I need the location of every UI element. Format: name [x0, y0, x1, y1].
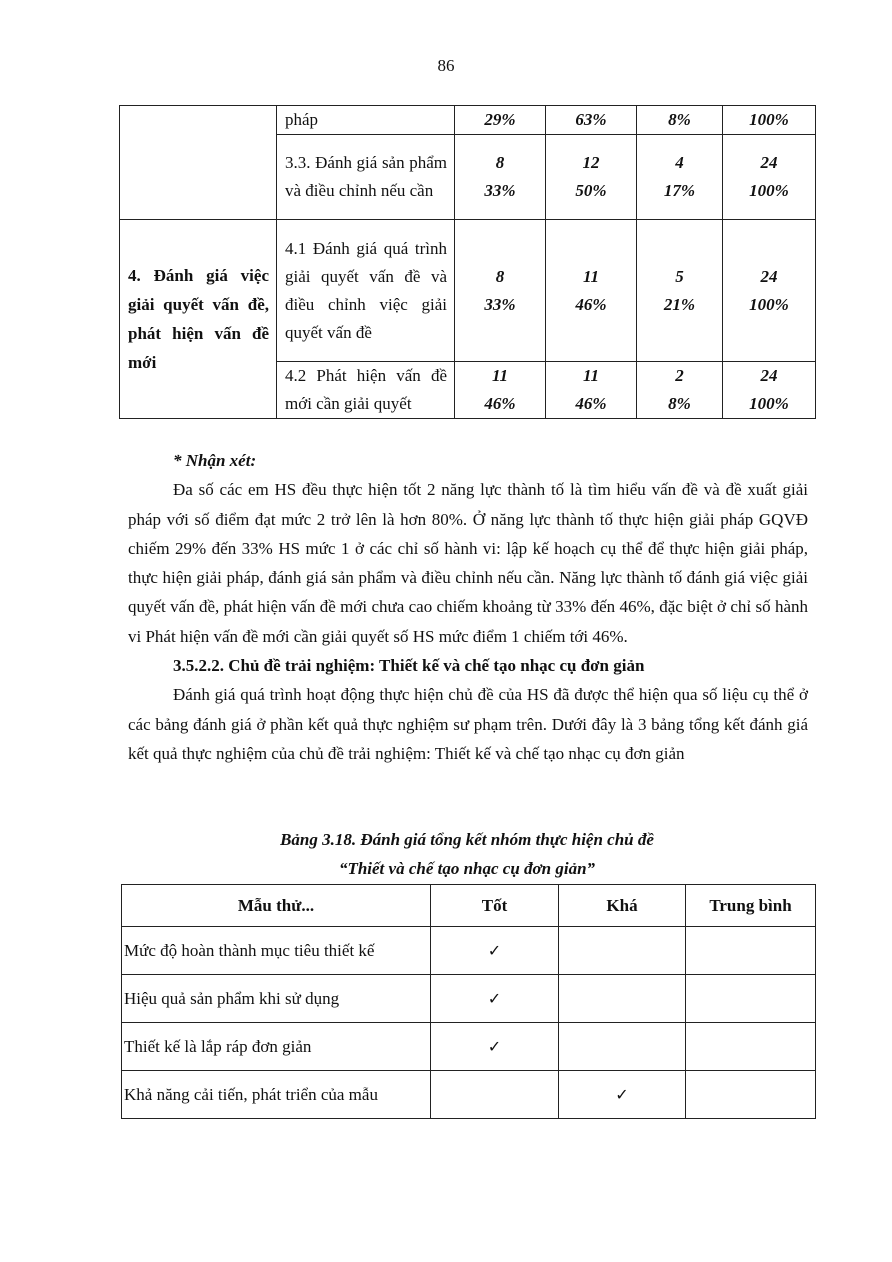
table-caption-line2: “Thiết và chế tạo nhạc cụ đơn giản”	[338, 859, 596, 878]
value-cell: 8%	[637, 106, 723, 135]
row-label: Hiệu quả sản phẩm khi sử dụng	[122, 975, 431, 1023]
comment-paragraph: Đa số các em HS đều thực hiện tốt 2 năng lực thành tố là tìm hiểu vấn đề và đề xuất giải pháp với số điểm đạt mức 2 trở lên là hơn 80%. Ở năng lực thành tố thực hiện giải pháp GQVĐ chiếm 29% đến 33% HS mức 1 ở các chỉ số hành vi: lập kế hoạch cụ thể để thực hiện giải pháp, thực hiện giải pháp, đánh giá sản phẩm và điều chỉnh nếu cần. Năng lực thành tố đánh giá việc giải quyết vấn đề, phát hiện vấn đề mới chưa cao chiếm khoảng từ 33% đến 46%, đặc biệt ở chỉ số hành vi Phát hiện vấn đề mới cần giải quyết số HS mức điểm 1 chiếm tới 46%.	[128, 480, 808, 646]
check-icon: ✓	[431, 975, 559, 1023]
criterion-cell-empty	[120, 106, 277, 220]
indicator-cell: 3.3. Đánh giá sản phẩm và điều chỉnh nếu cần	[277, 135, 455, 220]
value-cell: 8 33%	[455, 135, 546, 220]
competency-results-table	[119, 105, 816, 419]
column-header: Trung bình	[686, 885, 816, 927]
value-cell: 2 8%	[637, 362, 723, 419]
table-row	[122, 927, 816, 975]
value-cell: 100%	[723, 106, 816, 135]
table-row	[122, 1071, 816, 1119]
value-cell: 12 50%	[546, 135, 637, 220]
column-header: Mẫu thử...	[122, 885, 431, 927]
table-row	[120, 106, 816, 135]
table-header-row	[122, 885, 816, 927]
value-cell: 24 100%	[723, 135, 816, 220]
comment-heading: * Nhận xét:	[173, 451, 257, 470]
table-row	[120, 220, 816, 362]
value-cell: 24 100%	[723, 220, 816, 362]
value-cell: 8 33%	[455, 220, 546, 362]
value-cell: 11 46%	[455, 362, 546, 419]
value-cell: 11 46%	[546, 362, 637, 419]
table-caption-line1: Bảng 3.18. Đánh giá tổng kết nhóm thực hiện chủ đề	[280, 830, 654, 849]
empty-cell	[431, 1071, 559, 1119]
indicator-cell: pháp	[277, 106, 455, 135]
column-header: Khá	[559, 885, 686, 927]
page-number: 86	[437, 56, 455, 75]
empty-cell	[559, 975, 686, 1023]
empty-cell	[559, 927, 686, 975]
column-header: Tốt	[431, 885, 559, 927]
check-icon: ✓	[431, 927, 559, 975]
row-label: Khả năng cải tiến, phát triển của mẫu	[122, 1071, 431, 1119]
value-cell: 63%	[546, 106, 637, 135]
table-caption	[119, 825, 815, 883]
empty-cell	[686, 1023, 816, 1071]
empty-cell	[686, 927, 816, 975]
row-label: Mức độ hoàn thành mục tiêu thiết kế	[122, 927, 431, 975]
row-label: Thiết kế là lắp ráp đơn giản	[122, 1023, 431, 1071]
value-cell: 24 100%	[723, 362, 816, 419]
indicator-cell: 4.1 Đánh giá quá trình giải quyết vấn đề và điều chỉnh việc giải quyết vấn đề	[277, 220, 455, 362]
empty-cell	[686, 975, 816, 1023]
value-cell: 4 17%	[637, 135, 723, 220]
empty-cell	[559, 1023, 686, 1071]
value-cell: 29%	[455, 106, 546, 135]
summary-evaluation-table	[121, 884, 816, 1119]
section-paragraph: Đánh giá quá trình hoạt động thực hiện chủ đề của HS đã được thể hiện qua số liệu cụ thể ở các bảng đánh giá ở phần kết quả thực nghiệm sư phạm trên. Dưới đây là 3 bảng tổng kết đánh giá kết quả thực nghiệm của chủ đề trải nghiệm: Thiết kế và chế tạo nhạc cụ đơn giản	[128, 685, 808, 763]
value-cell: 11 46%	[546, 220, 637, 362]
section-heading: 3.5.2.2. Chủ đề trải nghiệm: Thiết kế và chế tạo nhạc cụ đơn giản	[173, 656, 645, 676]
value-cell: 5 21%	[637, 220, 723, 362]
check-icon: ✓	[559, 1071, 686, 1119]
empty-cell	[686, 1071, 816, 1119]
check-icon: ✓	[431, 1023, 559, 1071]
comment-section	[128, 446, 808, 768]
criterion-cell: 4. Đánh giá việc giải quyết vấn đề, phát hiện vấn đề mới	[120, 220, 277, 419]
table-row	[122, 975, 816, 1023]
indicator-cell: 4.2 Phát hiện vấn đề mới cần giải quyết	[277, 362, 455, 419]
table-row	[122, 1023, 816, 1071]
